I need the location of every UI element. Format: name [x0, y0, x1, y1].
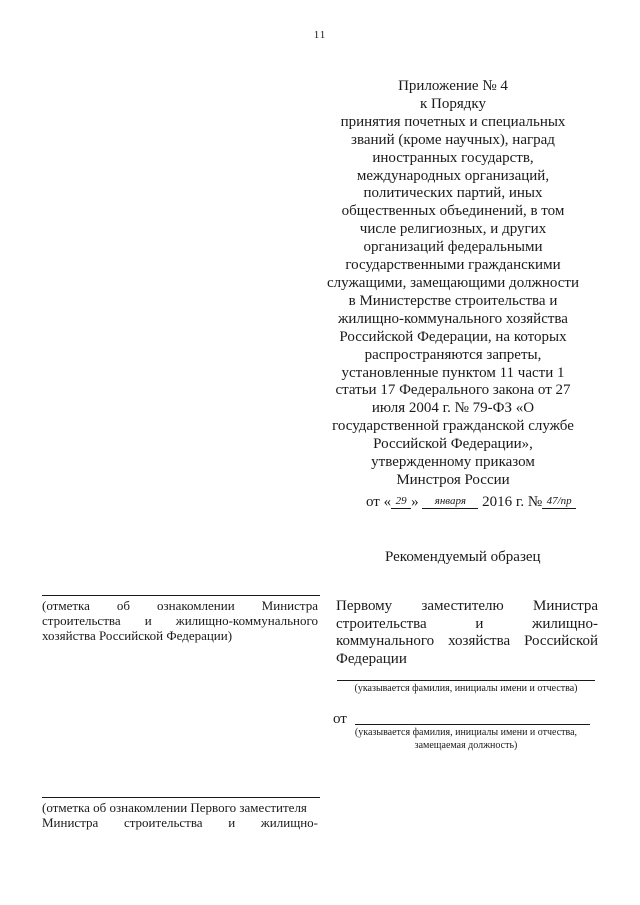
note-line: (отметка об ознакомлении Первого заместителя [42, 800, 307, 815]
appendix-line: Минстроя России [396, 471, 510, 488]
appendix-line: международных организаций, [356, 167, 550, 184]
appendix-line: служащими, замещающими должности [327, 274, 579, 291]
acknowledgement-note-first-deputy [42, 800, 318, 830]
appendix-line: распространяются запреты, [364, 346, 542, 363]
appendix-line: утвержденному приказом [371, 454, 535, 471]
appendix-line: установленные пунктом 11 части 1 [341, 364, 565, 381]
acknowledgement-note-minister [42, 598, 318, 643]
note-line: хозяйства Российской Федерации) [42, 628, 233, 643]
page-number: 11 [313, 29, 327, 41]
handwritten-month: января [422, 495, 478, 509]
addressee-block [336, 598, 598, 668]
sender-field-line [355, 724, 590, 725]
date-prefix: от « [366, 494, 392, 510]
sender-hint-line: (указывается фамилия, инициалы имени и отчества, [354, 727, 578, 738]
addressee-line: строительства и жилищно- [336, 615, 598, 632]
appendix-line: званий (кроме научных), наград [351, 131, 555, 148]
appendix-header [318, 78, 588, 490]
fio-field-line [337, 680, 595, 681]
date-quote-close: » [411, 494, 419, 510]
from-label: от [333, 711, 347, 727]
note-line: строительства и жилищно-коммунального [42, 613, 318, 628]
fio-hint: (указывается фамилия, инициалы имени и отчества) [354, 683, 578, 694]
addressee-line: коммунального хозяйства Российской [336, 633, 598, 649]
sender-hint [337, 726, 595, 752]
appendix-line: жилищно-коммунального хозяйства [338, 310, 568, 327]
appendix-line: числе религиозных, и других [359, 221, 547, 238]
addressee-line: Федерации [336, 650, 407, 667]
appendix-line: иностранных государств, [372, 149, 534, 166]
handwritten-order-number: 47/пр [542, 495, 576, 509]
order-date-line [366, 494, 606, 511]
appendix-line: Российской Федерации, на которых [339, 328, 567, 345]
date-year-text: 2016 г. № [478, 494, 543, 510]
appendix-line: Российской Федерации», [373, 436, 533, 453]
appendix-line: государственной гражданской службе [332, 418, 574, 435]
appendix-line: принятия почетных и специальных [340, 113, 566, 130]
appendix-line: общественных объединений, в том [341, 203, 565, 220]
signature-line [42, 595, 320, 596]
note-line: Министра строительства и жилищно- [42, 815, 318, 830]
appendix-line: к Порядку [420, 95, 486, 112]
handwritten-day: 29 [391, 495, 411, 509]
note-line: (отметка об ознакомлении Министра [42, 598, 318, 613]
sender-hint-line: замещаемая должность) [414, 740, 518, 751]
appendix-line: организаций федеральными [363, 239, 543, 256]
signature-line [42, 797, 320, 798]
appendix-line: государственными гражданскими [345, 257, 561, 274]
appendix-line: статьи 17 Федерального закона от 27 [335, 382, 571, 399]
appendix-line: политических партий, иных [363, 185, 543, 202]
appendix-line: июля 2004 г. № 79-ФЗ «О [371, 400, 535, 417]
appendix-line: Приложение № 4 [398, 78, 508, 94]
addressee-line: Первому заместителю Министра [336, 598, 598, 614]
sample-label: Рекомендуемый образец [385, 549, 541, 565]
appendix-line: в Министерстве строительства и [348, 292, 558, 309]
